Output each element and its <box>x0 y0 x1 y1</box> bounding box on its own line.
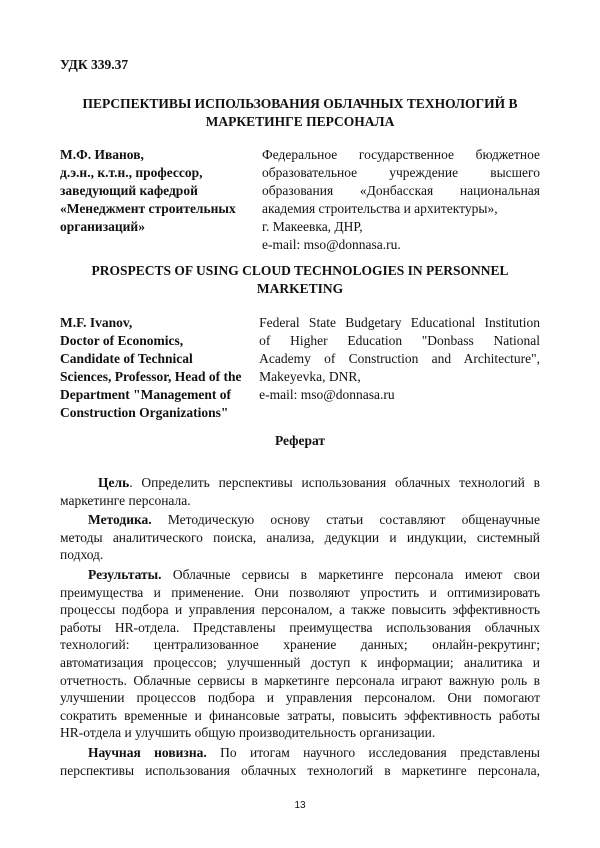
paragraph-line: перспективы использования облачных технологий в маркетинге персонала, <box>60 762 540 778</box>
affiliation-email: e-mail: mso@donnasa.ru <box>259 387 395 402</box>
title-ru-line: ПЕРСПЕКТИВЫ ИСПОЛЬЗОВАНИЯ ОБЛАЧНЫХ ТЕХНОЛОГИЙ В <box>82 96 518 111</box>
paragraph-line: преимущества и применение. Они позволяют упростить и оптимизировать <box>60 584 540 600</box>
author-line: д.э.н., к.т.н., профессор, <box>60 165 203 180</box>
title-en-line: MARKETING <box>256 281 344 296</box>
affiliation-line: г. Макеевка, ДНР, <box>262 219 363 234</box>
paragraph-line <box>60 511 540 529</box>
paragraph-line: маркетинге персонала. <box>60 492 191 508</box>
paragraph-line <box>60 744 540 762</box>
author-line: организаций» <box>60 219 145 234</box>
paragraph-label: Результаты. <box>88 566 162 582</box>
author-block-russian <box>60 146 540 254</box>
author-line: Doctor of Economics, <box>60 333 184 348</box>
paragraph-line: автоматизация процессов; улучшенный доступ к информации; аналитика и <box>60 654 540 670</box>
affiliation-line: Academy of Construction and Architecture", <box>259 351 540 366</box>
author-line: М.Ф. Иванов, <box>60 147 144 162</box>
author-line: M.F. Ivanov, <box>60 315 133 330</box>
paragraph-line: работы HR-отдела. Представлены преимущества использования облачных <box>60 619 540 635</box>
author-line: заведующий кафедрой <box>60 183 198 198</box>
title-russian <box>60 95 540 131</box>
paragraph-text: По итогам научного исследования представлены <box>206 744 540 760</box>
paragraph-text: Облачные сервисы в маркетинге персонала имеют свои <box>161 566 540 582</box>
paragraph-line <box>60 474 540 492</box>
title-english <box>60 262 540 298</box>
paragraph-line: подход. <box>60 547 104 563</box>
author-line: Construction Organizations" <box>60 405 229 420</box>
affiliation-en <box>259 314 540 422</box>
paragraph-label: Методика. <box>88 512 152 528</box>
paragraph-line: сократить временные и финансовые затраты, повысить эффективность работы <box>60 707 540 723</box>
paragraph-novelty <box>60 744 540 779</box>
abstract-heading: Реферат <box>274 433 326 448</box>
affiliation-line: of Higher Education "Donbass National <box>259 333 540 348</box>
paragraph-line: процессы подбора и управления персоналом, а также повысить эффективность <box>60 602 540 618</box>
page-number: 13 <box>294 800 306 811</box>
author-line: Sciences, Professor, Head of the <box>60 369 242 384</box>
affiliation-line: образования «Донбасская национальная <box>262 183 540 198</box>
abstract-body <box>60 474 540 781</box>
paragraph-line: улучшении процессов подбора и управления персоналом. Они помогают <box>60 690 540 706</box>
paragraph-method <box>60 511 540 564</box>
affiliation-line: академия строительства и архитектуры», <box>262 201 498 216</box>
affiliation-line: Федеральное государственное бюджетное <box>262 147 540 162</box>
author-credentials-ru <box>60 146 245 254</box>
author-line: «Менеджмент строительных <box>60 201 236 216</box>
paragraph-text: Методическую основу статьи составляют общенаучные <box>151 512 540 528</box>
paragraph-label: Цель <box>98 475 130 490</box>
paragraph-line: отчетность. Облачные сервисы в маркетинге персонала играют важную роль в <box>60 672 540 688</box>
paragraph-label: Научная новизна. <box>88 744 207 760</box>
affiliation-email: e-mail: mso@donnasa.ru. <box>262 237 401 252</box>
title-ru-line: МАРКЕТИНГЕ ПЕРСОНАЛА <box>205 114 395 129</box>
affiliation-line: Makeyevka, DNR, <box>259 369 361 384</box>
author-line: Candidate of Technical <box>60 351 193 366</box>
paragraph-line: технологий: централизованное хранение данных; онлайн-рекрутинг; <box>60 637 540 653</box>
title-en-line: PROSPECTS OF USING CLOUD TECHNOLOGIES IN PERSONNEL <box>91 263 509 278</box>
affiliation-line: образовательное учреждение высшего <box>262 165 540 180</box>
paragraph-line: HR-отдела и улучшить общую производительность организации. <box>60 725 436 741</box>
udk-code: УДК 339.37 <box>60 57 129 72</box>
paragraph-line <box>60 566 540 584</box>
paragraph-results <box>60 566 540 742</box>
author-credentials-en <box>60 314 259 422</box>
author-line: Department "Management of <box>60 387 231 402</box>
author-block-english <box>60 314 540 422</box>
paragraph-line: методы аналитического поиска, анализа, дедукции и индукции, системный <box>60 529 540 545</box>
affiliation-ru <box>262 146 540 254</box>
paragraph-goal <box>60 474 540 509</box>
affiliation-line: Federal State Budgetary Educational Institution <box>259 315 540 330</box>
paragraph-text: . Определить перспективы использования облачных технологий в <box>129 475 540 490</box>
